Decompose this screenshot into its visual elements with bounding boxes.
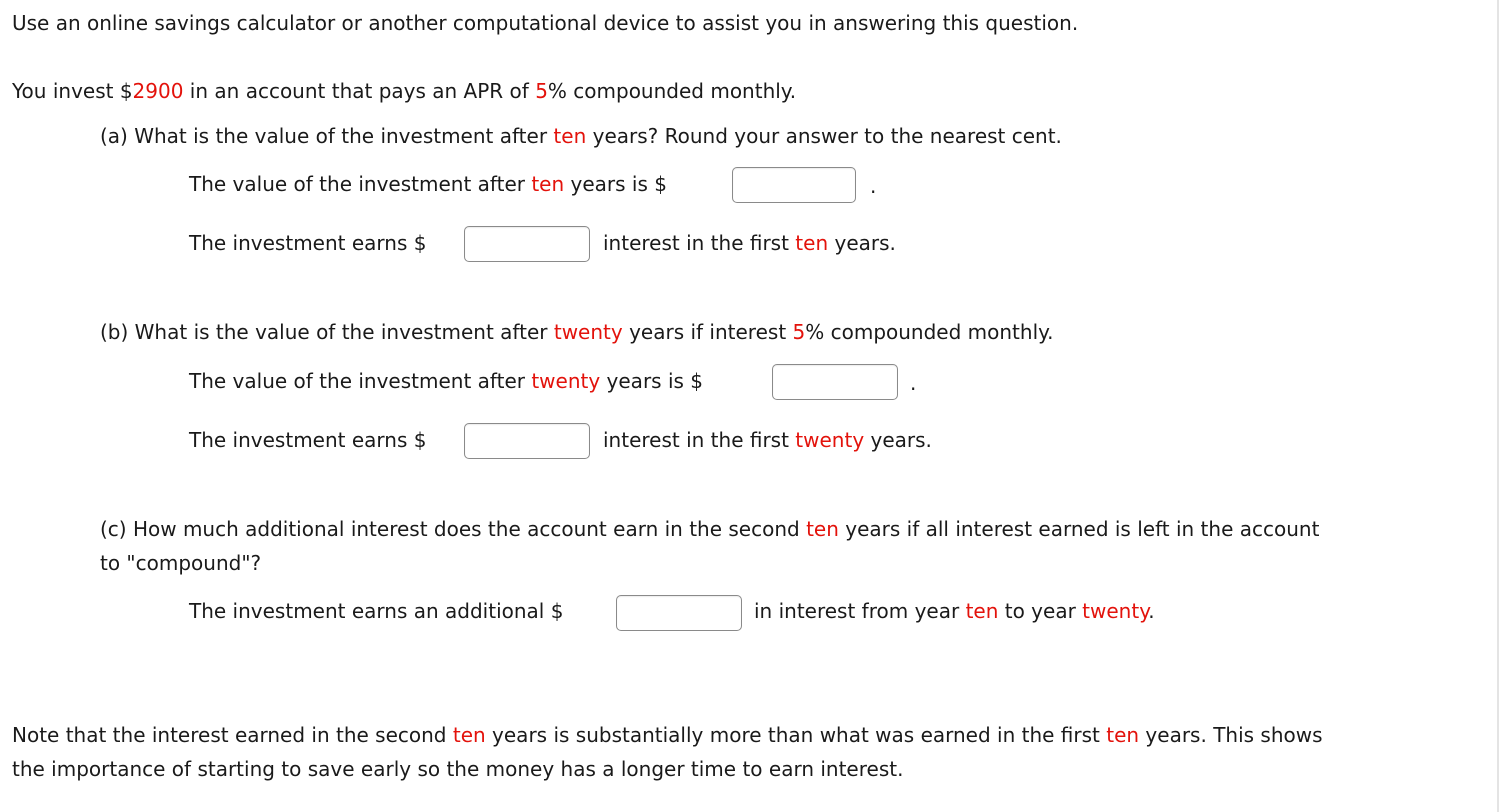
part-b-earns-input[interactable]: [464, 423, 590, 459]
part-b-value-suffix: years is $: [600, 369, 703, 393]
part-b-question-prefix: (b) What is the value of the investment after: [100, 320, 554, 344]
part-b-earns-label: [189, 428, 426, 452]
part-a-earns-input[interactable]: [464, 226, 590, 262]
part-a-question-suffix: years? Round your answer to the nearest cent.: [586, 124, 1062, 148]
part-c-answer-suffix-text: [754, 599, 1155, 623]
part-a-question-prefix: (a) What is the value of the investment after: [100, 124, 554, 148]
note-prefix: Note that the interest earned in the second: [12, 723, 453, 747]
part-b-question-rate: 5: [792, 320, 806, 344]
part-b-question-term: twenty: [553, 320, 623, 344]
part-c-answer-label: [189, 599, 563, 623]
part-b-earns-mid: interest in the first: [603, 428, 796, 452]
part-a-earns-term: ten: [795, 231, 829, 255]
part-a-earns-suffix: years.: [828, 231, 896, 255]
part-b-earns-term: twenty: [795, 428, 865, 452]
premise-middle: in an account that pays an APR of: [183, 79, 536, 103]
part-c-answer-prefix: The investment earns an additional $: [189, 599, 564, 623]
part-b-value-term: twenty: [531, 369, 601, 393]
part-b-earns-suffix-text: [603, 428, 932, 452]
premise-rate: 5: [535, 79, 548, 103]
part-b-value-label: [189, 369, 703, 393]
part-a-value-period: .: [870, 174, 877, 198]
part-a-earns-mid: interest in the first: [603, 231, 796, 255]
intro-text: [12, 11, 1078, 35]
part-b-question-suffix: % compounded monthly.: [805, 320, 1054, 344]
premise-text: [12, 79, 796, 103]
premise-suffix: % compounded monthly.: [547, 79, 797, 103]
part-c-question-prefix: (c) How much additional interest does the account earn in the second: [100, 517, 807, 541]
part-b-value-period: .: [910, 371, 917, 395]
part-c-question-line2-text: to "compound"?: [100, 551, 262, 575]
note-term1: ten: [452, 723, 486, 747]
part-a-value-prefix: The value of the investment after: [189, 172, 532, 196]
part-a-value-term: ten: [531, 172, 565, 196]
part-a-value-label: [189, 172, 667, 196]
part-b-value-prefix: The value of the investment after: [189, 369, 532, 393]
part-c-question-line2: [100, 551, 261, 575]
part-b-value-input[interactable]: [772, 364, 898, 400]
part-b-earns-prefix: The investment earns $: [189, 428, 427, 452]
part-c-answer-middle: to year: [998, 599, 1083, 623]
note-line1: [12, 723, 1323, 747]
part-c-question-term: ten: [806, 517, 839, 541]
part-c-answer-input[interactable]: [616, 595, 742, 631]
part-b-question-middle: years if interest: [622, 320, 793, 344]
intro-label: Use an online savings calculator or another computational device to assist you in answering this question.: [12, 11, 1079, 35]
part-c-answer-mid: in interest from year: [754, 599, 966, 623]
part-a-earns-label: [189, 231, 426, 255]
part-c-question-suffix: years if all interest earned is left in the account: [838, 517, 1320, 541]
note-line2-text: the importance of starting to save early so the money has a longer time to earn interest.: [12, 757, 904, 781]
part-a-earns-prefix: The investment earns $: [189, 231, 427, 255]
part-c-answer-term2: twenty: [1082, 599, 1149, 623]
part-b-question: [100, 320, 1053, 344]
note-term2: ten: [1106, 723, 1140, 747]
premise-amount: 2900: [132, 79, 184, 103]
part-b-earns-suffix: years.: [864, 428, 932, 452]
note-line2: [12, 757, 903, 781]
part-c-answer-suffix: .: [1148, 599, 1155, 623]
note-suffix: years. This shows: [1139, 723, 1323, 747]
part-c-answer-term1: ten: [965, 599, 999, 623]
part-a-value-suffix: years is $: [564, 172, 667, 196]
note-middle: years is substantially more than what was earned in the first: [485, 723, 1107, 747]
part-a-question: [100, 124, 1062, 148]
part-c-question-line1: [100, 517, 1319, 541]
part-a-earns-suffix-text: [603, 231, 896, 255]
premise-prefix: You invest $: [12, 79, 133, 103]
part-a-question-term: ten: [553, 124, 587, 148]
part-a-value-input[interactable]: [732, 167, 856, 203]
